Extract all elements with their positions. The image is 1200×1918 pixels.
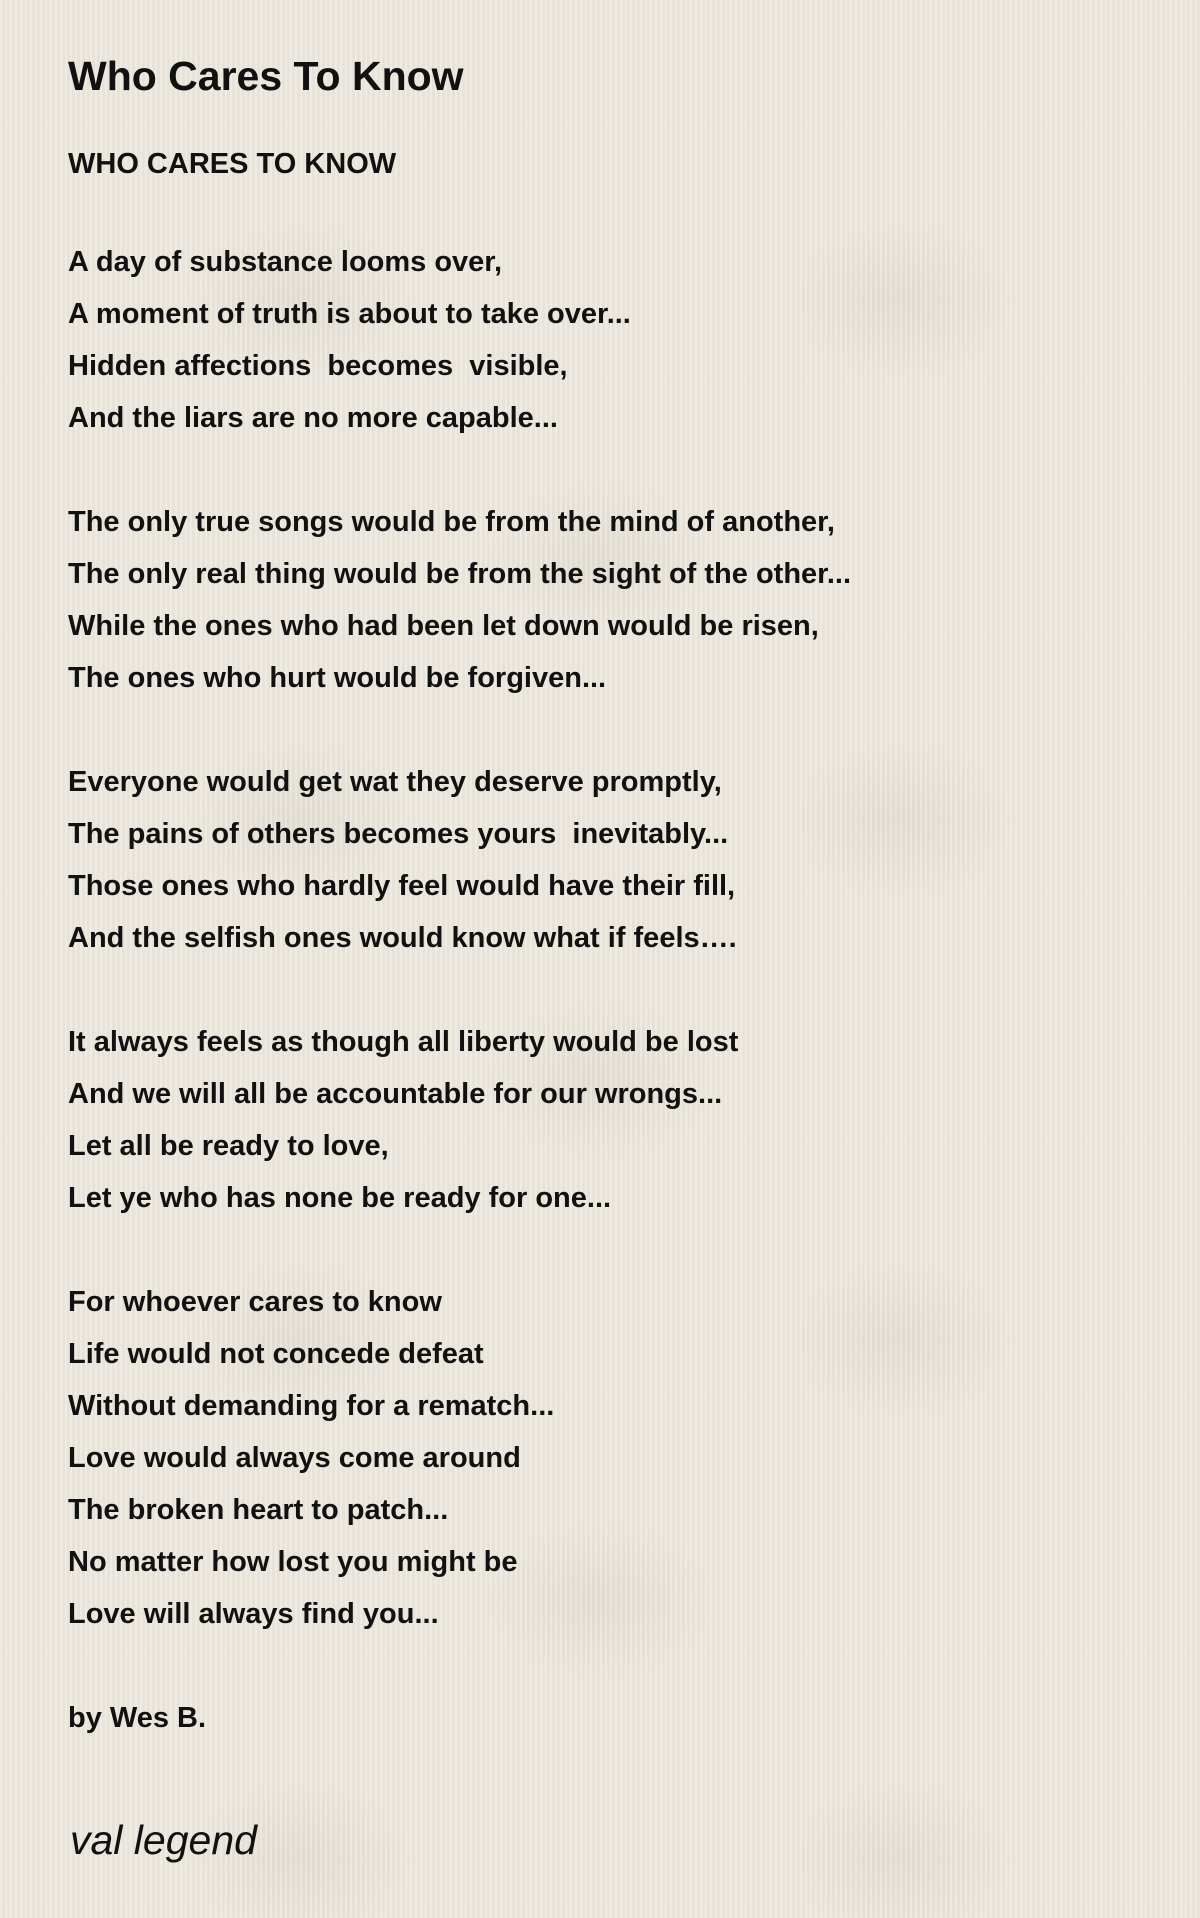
poem-line: Hidden affections becomes visible,	[68, 350, 568, 382]
poem-line: It always feels as though all liberty would be lost	[68, 1026, 739, 1058]
poem-line: And the selfish ones would know what if feels….	[68, 922, 737, 954]
poem-line: The only real thing would be from the sight of the other...	[68, 558, 852, 590]
poem-line: No matter how lost you might be	[68, 1546, 518, 1578]
poem-title: Who Cares To Know	[68, 53, 464, 99]
poem-line: For whoever cares to know	[68, 1286, 442, 1318]
poem-line: And we will all be accountable for our wrongs...	[68, 1078, 723, 1110]
poem-author: by Wes B.	[68, 1702, 207, 1734]
poem-page	[68, 50, 1148, 1744]
poem-line: Let ye who has none be ready for one...	[68, 1182, 612, 1214]
poem-line: The broken heart to patch...	[68, 1494, 449, 1526]
poem-line: And the liars are no more capable...	[68, 402, 558, 434]
poem-line: Without demanding for a rematch...	[68, 1390, 555, 1422]
stanza	[68, 236, 1148, 444]
stanza	[68, 1276, 1148, 1640]
poem-line: Life would not concede defeat	[68, 1338, 484, 1370]
poem-line: The ones who hurt would be forgiven...	[68, 662, 607, 694]
poem-line: A day of substance looms over,	[68, 246, 503, 278]
poem-line: While the ones who had been let down would be risen,	[68, 610, 819, 642]
poem-heading: WHO CARES TO KNOW	[68, 148, 397, 180]
poem-line: Let all be ready to love,	[68, 1130, 389, 1162]
poem-line: Love would always come around	[68, 1442, 521, 1474]
poem-line: The pains of others becomes yours inevitably...	[68, 818, 729, 850]
stanza	[68, 1016, 1148, 1224]
poem-line: Those ones who hardly feel would have their fill,	[68, 870, 736, 902]
stanza	[68, 496, 1148, 704]
poem-line: Love will always find you...	[68, 1598, 439, 1630]
poem-line: The only true songs would be from the mind of another,	[68, 506, 835, 538]
stanza	[68, 756, 1148, 964]
poem-body	[68, 236, 1148, 1640]
signature: val legend	[70, 1817, 257, 1863]
poem-line: Everyone would get wat they deserve promptly,	[68, 766, 722, 798]
poem-line: A moment of truth is about to take over...	[68, 298, 631, 330]
